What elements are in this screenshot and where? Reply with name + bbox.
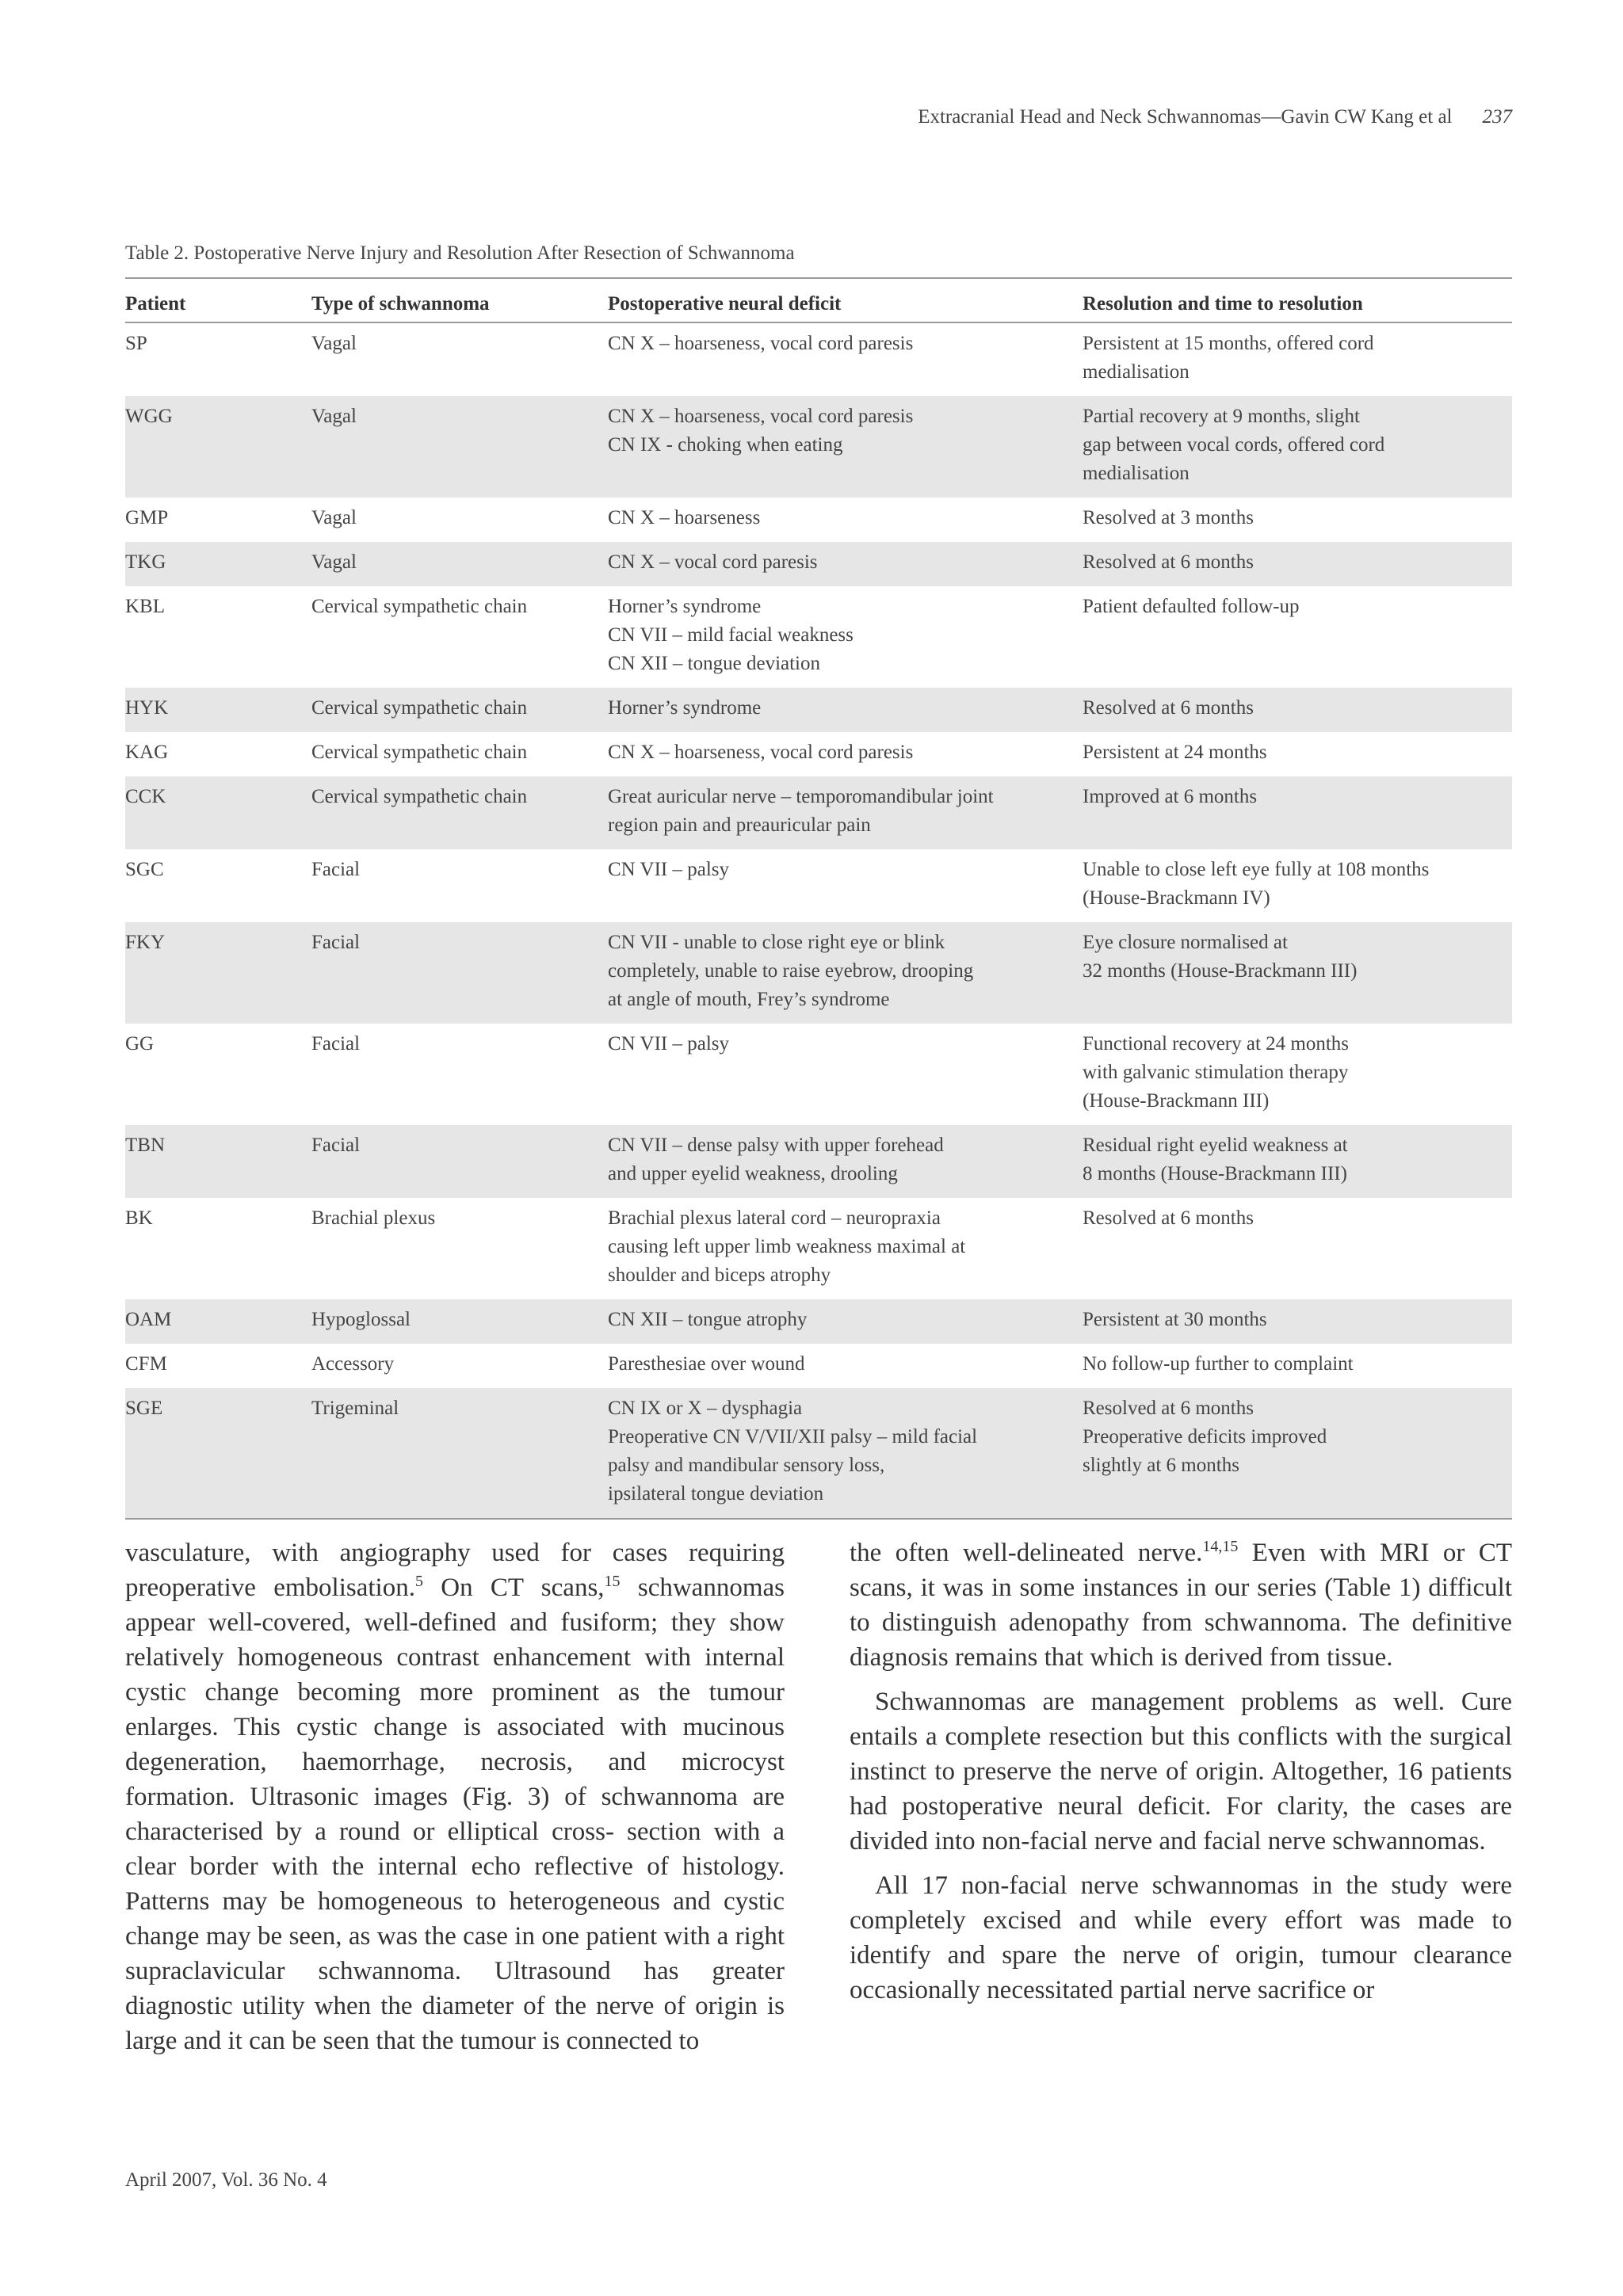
cell-deficit-line: CN VII – palsy [608,1033,730,1055]
cell-resolution [1083,732,1512,776]
cell-type: Facial [311,1033,361,1055]
cell-type: Vagal [311,542,608,586]
cell-resolution [1083,1024,1512,1125]
cell-type: Cervical sympathetic chain [311,596,528,617]
cell-patient: KAG [125,742,169,763]
citation-ref: 5 [414,1573,423,1590]
cell-resolution [1083,1344,1512,1388]
cell-deficit-line: CN X – hoarseness, vocal cord paresis [608,742,914,763]
cell-deficit-line: Preoperative CN V/VII/XII palsy – mild facial [608,1426,978,1447]
cell-type: Cervical sympathetic chain [311,776,608,849]
table-row [125,849,1512,922]
cell-deficit-line: Horner’s syndrome [608,697,762,719]
cell-resolution-line: Unable to close left eye fully at 108 months [1083,859,1430,880]
cell-resolution [1083,849,1512,922]
cell-resolution [1083,776,1512,849]
cell-deficit-line: CN VII – mild facial weakness [608,624,854,646]
cell-deficit-line: and upper eyelid weakness, drooling [608,1163,898,1184]
cell-type: Brachial plexus [311,1207,436,1229]
cell-deficit-line: Brachial plexus lateral cord – neuropraxia [608,1207,941,1229]
cell-type: Facial [311,922,608,1024]
text-run: schwannomas appear well-covered, well-defined and fusiform; they show relatively homogeneous contrast enhancement with internal cystic change becoming more prominent as the tumour enlarges. This cystic change is associated with mucinous degeneration, haemorrhage, necrosis, and microcyst formation. Ultrasonic images (Fig. 3) of schwannoma are characterised by a round or elliptical cross- section with a clear border with the internal echo reflective of histology. Patterns may be homogeneous to heterogeneous and cystic change may be seen, as was the case in one patient with a right supraclavicular schwannoma. Ultrasound has greater diagnostic utility when the diameter of the nerve of origin is large and it can be seen that the tumour is connected to [125,1573,785,2055]
cell-deficit [608,732,1083,776]
cell-patient: SGC [125,859,164,880]
cell-deficit [608,498,1083,542]
cell-resolution-line: Patient defaulted follow-up [1083,596,1300,617]
cell-deficit [608,688,1083,732]
table-row [125,1388,1512,1518]
cell-patient: TKG [125,542,311,586]
cell-deficit-line: CN IX - choking when eating [608,434,843,456]
cell-deficit-line: CN X – hoarseness [608,507,761,528]
cell-resolution [1083,498,1512,542]
nerve-injury-table [125,277,1512,1520]
cell-type: Facial [311,859,361,880]
cell-deficit [608,1125,1083,1198]
cell-deficit [608,849,1083,922]
cell-patient: SP [125,333,147,354]
cell-type: Cervical sympathetic chain [311,688,608,732]
cell-resolution [1083,1299,1512,1344]
cell-patient: WGG [125,396,311,498]
body-left-column [125,1535,785,2058]
table-row [125,1198,1512,1299]
text-run: Even with MRI or CT scans, it was in some instances in our series (Table 1) difficult to distinguish adenopathy from schwannoma. The definitive diagnosis remains that which is derived from tissue. [850,1539,1512,1672]
table-body [125,322,1512,1518]
cell-resolution [1083,542,1512,586]
cell-type: Vagal [311,333,357,354]
cell-patient: HYK [125,688,311,732]
cell-patient: CCK [125,776,311,849]
cell-deficit-line: ipsilateral tongue deviation [608,1483,824,1505]
cell-deficit [608,1299,1083,1344]
cell-deficit [608,922,1083,1024]
cell-deficit-line: causing left upper limb weakness maximal at [608,1236,966,1257]
cell-deficit-line: region pain and preauricular pain [608,814,871,836]
cell-resolution-line: Residual right eyelid weakness at [1083,1135,1348,1156]
cell-deficit-line: CN X – hoarseness, vocal cord paresis [608,333,914,354]
body-right-column [850,1535,1512,2008]
cell-deficit [608,586,1083,688]
cell-type: Facial [311,1125,608,1198]
table-row [125,688,1512,732]
header-type: Type of schwannoma [311,279,608,322]
cell-resolution-line: gap between vocal cords, offered cord [1083,434,1385,456]
table-row [125,1024,1512,1125]
cell-resolution-line: with galvanic stimulation therapy [1083,1062,1349,1083]
cell-resolution [1083,1388,1512,1518]
table-row [125,1344,1512,1388]
text-run: On CT scans, [422,1573,605,1602]
cell-resolution-line: slightly at 6 months [1083,1455,1239,1476]
cell-deficit [608,396,1083,498]
cell-patient: GMP [125,507,169,528]
cell-patient: GG [125,1033,155,1055]
table-row [125,498,1512,542]
cell-resolution-line: Resolved at 6 months [1083,551,1254,573]
cell-resolution-line: Improved at 6 months [1083,786,1258,807]
cell-resolution [1083,1198,1512,1299]
cell-type: Hypoglossal [311,1299,608,1344]
table-header-row [125,279,1512,322]
cell-resolution [1083,586,1512,688]
cell-deficit-line: CN IX or X – dysphagia [608,1398,803,1419]
table-row [125,542,1512,586]
cell-resolution-line: (House-Brackmann IV) [1083,887,1270,909]
right-paragraph-1 [850,1535,1512,1675]
table-row [125,776,1512,849]
cell-resolution-line: 32 months (House-Brackmann III) [1083,960,1358,982]
cell-deficit-line: at angle of mouth, Frey’s syndrome [608,989,890,1010]
page-number: 237 [1482,106,1512,128]
cell-deficit-line: CN XII – tongue deviation [608,653,821,674]
table-row [125,1125,1512,1198]
running-head [918,106,1512,128]
table-row [125,586,1512,688]
cell-resolution-line: Resolved at 6 months [1083,1207,1254,1229]
table-caption: Table 2. Postoperative Nerve Injury and Resolution After Resection of Schwannoma [125,242,795,264]
cell-resolution-line: Resolved at 3 months [1083,507,1254,528]
cell-deficit [608,776,1083,849]
cell-patient: KBL [125,596,165,617]
cell-resolution-line: Persistent at 15 months, offered cord [1083,333,1374,354]
table-row [125,922,1512,1024]
cell-type: Vagal [311,396,608,498]
cell-deficit-line: completely, unable to raise eyebrow, drooping [608,960,974,982]
footer-issue: April 2007, Vol. 36 No. 4 [125,2169,327,2191]
cell-deficit [608,542,1083,586]
cell-type: Trigeminal [311,1388,608,1518]
cell-resolution-line: Eye closure normalised at [1083,932,1288,953]
cell-resolution-line: Persistent at 24 months [1083,742,1267,763]
cell-resolution [1083,1125,1512,1198]
cell-resolution-line: Functional recovery at 24 months [1083,1033,1350,1055]
cell-resolution-line: Resolved at 6 months [1083,697,1254,719]
cell-patient: SGE [125,1388,311,1518]
text-run: vasculature, with angiography used for cases requiring preoperative embolisation. [125,1539,785,1602]
table-row [125,1299,1512,1344]
table [125,279,1512,1518]
cell-patient: BK [125,1207,153,1229]
cell-resolution-line: No follow-up further to complaint [1083,1353,1354,1375]
header-resolution: Resolution and time to resolution [1083,279,1512,322]
cell-patient: FKY [125,922,311,1024]
cell-deficit-line: CN X – hoarseness, vocal cord paresis [608,406,914,427]
cell-deficit-line: palsy and mandibular sensory loss, [608,1455,885,1476]
cell-deficit-line: CN VII – dense palsy with upper forehead [608,1135,944,1156]
cell-patient: TBN [125,1125,311,1198]
cell-resolution-line: Resolved at 6 months [1083,1398,1254,1419]
cell-resolution-line: Preoperative deficits improved [1083,1426,1327,1447]
cell-resolution-line: medialisation [1083,463,1190,484]
cell-deficit-line: CN X – vocal cord paresis [608,551,818,573]
cell-resolution-line: 8 months (House-Brackmann III) [1083,1163,1347,1184]
cell-resolution [1083,396,1512,498]
right-paragraph-3: All 17 non-facial nerve schwannomas in the study were completely excised and while every effort was made to identify and spare the nerve of origin, tumour clearance occasionally necessitated partial nerve sacrifice or [850,1871,1512,2004]
cell-resolution [1083,922,1512,1024]
cell-patient: CFM [125,1353,167,1375]
cell-type: Vagal [311,507,357,528]
cell-resolution-line: (House-Brackmann III) [1083,1090,1270,1112]
right-paragraph-2: Schwannomas are management problems as well. Cure entails a complete resection but this conflicts with the surgical instinct to preserve the nerve of origin. Altogether, 16 patients had postoperative neural deficit. For clarity, the cases are divided into non-facial nerve and facial nerve schwannomas. [850,1688,1512,1855]
cell-deficit-line: Horner’s syndrome [608,596,762,617]
cell-deficit [608,1198,1083,1299]
cell-patient: OAM [125,1299,311,1344]
cell-type: Accessory [311,1353,395,1375]
cell-deficit-line: CN VII - unable to close right eye or blink [608,932,945,953]
header-patient: Patient [125,279,311,322]
table-row [125,732,1512,776]
cell-deficit-line: Great auricular nerve – temporomandibular joint [608,786,994,807]
left-paragraph-1 [125,1535,785,2058]
table-row [125,322,1512,396]
cell-deficit [608,1344,1083,1388]
cell-resolution [1083,322,1512,396]
cell-deficit-line: shoulder and biceps atrophy [608,1264,831,1286]
cell-type: Cervical sympathetic chain [311,742,528,763]
cell-deficit [608,1024,1083,1125]
cell-deficit-line: CN XII – tongue atrophy [608,1309,808,1330]
cell-deficit [608,322,1083,396]
running-head-title: Extracranial Head and Neck Schwannomas—Gavin CW Kang et al [918,106,1453,128]
cell-deficit-line: CN VII – palsy [608,859,730,880]
header-deficit: Postoperative neural deficit [608,279,1083,322]
cell-resolution-line: Partial recovery at 9 months, slight [1083,406,1360,427]
citation-ref: 15 [604,1573,621,1590]
cell-resolution-line: Persistent at 30 months [1083,1309,1267,1330]
citation-ref: 14,15 [1202,1538,1239,1555]
cell-resolution [1083,688,1512,732]
text-run: the often well-delineated nerve. [850,1539,1203,1567]
cell-deficit-line: Paresthesiae over wound [608,1353,805,1375]
cell-deficit [608,1388,1083,1518]
cell-resolution-line: medialisation [1083,361,1190,383]
table-row [125,396,1512,498]
